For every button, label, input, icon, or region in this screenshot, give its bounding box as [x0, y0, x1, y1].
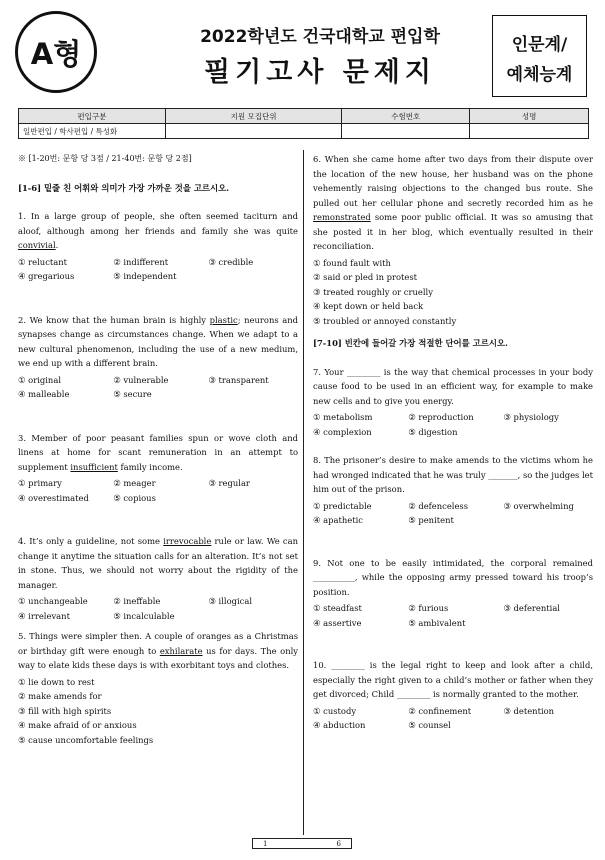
options	[18, 476, 298, 505]
option[interactable]: ⑤ independent	[113, 271, 177, 281]
option[interactable]: ⑤ cause uncomfortable feelings	[18, 734, 154, 745]
option[interactable]: ③ treated roughly or cruelly	[313, 286, 433, 297]
track-line1: 인문계/	[511, 35, 568, 55]
exam-title-line1: 2022학년도 건국대학교 편입학	[200, 27, 440, 47]
option[interactable]: ⑤ copious	[113, 492, 156, 503]
question-text: 6. When she came home after two days from their dispute over the location of the new house, her husband was on the phone vehemently raising objections to the changed bus route. She pulled out her cellular phone and secretly recorded him as he	[313, 154, 593, 208]
option[interactable]: ⑤ counsel	[408, 720, 451, 730]
question-6	[313, 152, 593, 328]
question-5	[18, 629, 298, 747]
options	[18, 373, 298, 402]
underlined-word: exhilarate	[159, 645, 203, 656]
question-4	[18, 534, 298, 623]
options	[18, 255, 298, 284]
option[interactable]: ⑤ penitent	[408, 515, 454, 525]
question-8	[313, 453, 593, 528]
options	[18, 594, 298, 623]
option[interactable]: ④ assertive	[313, 617, 362, 628]
question-text: 7. Your ________ is the way that chemical processes in your body cause food to be used in an efficient way, for example to make new cells and to give you energy.	[313, 366, 593, 406]
option[interactable]: ③ credible	[208, 256, 254, 267]
underlined-word: plastic	[209, 314, 238, 325]
question-text: 9. Not one to be easily intimidated, the corporal remained __________, while the opposing army pressed toward his troop’s position.	[313, 557, 593, 597]
options	[313, 256, 593, 329]
option[interactable]: ② confinement	[408, 705, 472, 716]
options	[313, 601, 593, 630]
name-cell[interactable]	[470, 124, 589, 139]
exam-title-line2: 필기고사 문제지	[204, 57, 436, 88]
option[interactable]: ⑤ secure	[113, 389, 152, 399]
section-instruction: [1-6] 밑줄 친 어휘와 의미가 가장 가까운 것을 고르시오.	[18, 182, 230, 193]
left-column	[18, 152, 298, 747]
question-text: rule or law. We can change it anytime the situation calls for an alteration. It’s not set in stone. Thus, we should not worry about the rigidity of the manager.	[18, 536, 299, 590]
info-header: 성명	[470, 109, 589, 124]
options	[313, 704, 593, 733]
option[interactable]: ① predictable	[313, 500, 372, 511]
exam-number-cell[interactable]	[342, 124, 470, 139]
option[interactable]: ④ irrelevant	[18, 610, 70, 621]
option[interactable]: ② defenceless	[408, 500, 469, 511]
option[interactable]: ③ deferential	[503, 603, 560, 613]
option[interactable]: ① found fault with	[313, 257, 391, 268]
option[interactable]: ① metabolism	[313, 412, 373, 422]
question-text: family income.	[117, 461, 183, 472]
question-10	[313, 658, 593, 733]
question-text: us for days. The only way to elate kids these days is with exorbitant toys and clothes.	[18, 645, 298, 670]
page-number: 1	[263, 840, 268, 848]
option[interactable]: ③ transparent	[208, 374, 269, 385]
option[interactable]: ④ make afraid of or anxious	[18, 720, 137, 730]
underlined-word: convivial	[18, 240, 56, 250]
question-text: .	[55, 240, 59, 250]
column-divider	[303, 150, 304, 835]
option[interactable]: ④ kept down or held back	[313, 301, 424, 311]
option[interactable]: ③ regular	[208, 478, 250, 488]
option[interactable]: ③ detention	[503, 705, 555, 716]
option[interactable]: ⑤ troubled or annoyed constantly	[313, 315, 457, 326]
applicant-info-table	[18, 108, 589, 139]
option[interactable]: ④ apathetic	[313, 515, 363, 525]
option[interactable]: ② make amends for	[18, 691, 102, 701]
underlined-word: irrevocable	[163, 536, 212, 546]
options	[18, 675, 298, 748]
admission-type-cell: 일반편입 / 학사편입 / 특성화	[19, 124, 166, 139]
option[interactable]: ② meager	[113, 478, 156, 488]
option[interactable]: ⑤ digestion	[408, 426, 458, 437]
option[interactable]: ① steadfast	[313, 603, 362, 613]
option[interactable]: ⑤ ambivalent	[408, 617, 466, 628]
question-9	[313, 556, 593, 631]
question-text: 3. Member of poor peasant families spun or wove cloth and linens at home for scant remuneration in an attempt to supplement	[18, 432, 298, 472]
option[interactable]: ① reluctant	[18, 256, 68, 267]
option[interactable]: ④ complexion	[313, 426, 372, 437]
question-text: 1. In a large group of people, she often seemed taciturn and aloof, although among her friends and family she was quite	[18, 211, 298, 236]
question-text: 10. ________ is the legal right to keep and look after a child, especially the right given to a child’s mother or father when they get divorced; Child ________ is normally granted to the mother.	[313, 660, 593, 699]
question-text: ; neurons and synapses change as circumstances change. When we adapt to a new cultural phenomenon, including the use of a new medium, we end up with a different brain.	[18, 314, 298, 368]
option[interactable]: ② reproduction	[408, 412, 474, 422]
option[interactable]: ③ physiology	[503, 412, 559, 422]
option[interactable]: ③ fill with high spirits	[18, 705, 112, 716]
option[interactable]: ④ abduction	[313, 720, 366, 730]
option[interactable]: ① custody	[313, 705, 357, 716]
question-text: 4. It’s only a guideline, not some	[18, 536, 164, 546]
question-3	[18, 431, 298, 506]
option[interactable]: ② said or pled in protest	[313, 272, 418, 282]
option[interactable]: ② vulnerable	[113, 374, 169, 385]
track-line2: 예체능계	[506, 65, 573, 85]
exam-form-badge: A형	[15, 11, 97, 93]
track-box	[492, 15, 587, 97]
question-text: 5. Things were simpler then. A couple of oranges as a Christmas or birthday gift were enough to	[18, 631, 298, 656]
option[interactable]: ② ineffable	[113, 596, 161, 606]
info-header: 지원 모집단위	[165, 109, 342, 124]
option[interactable]: ① unchangeable	[18, 596, 88, 606]
option[interactable]: ② indifferent	[113, 256, 169, 267]
option[interactable]: ① original	[18, 374, 61, 385]
question-1	[18, 209, 298, 284]
option[interactable]: ② furious	[408, 603, 449, 613]
page-indicator	[252, 838, 352, 849]
question-2	[18, 313, 298, 402]
options	[313, 499, 593, 528]
question-7	[313, 365, 593, 440]
question-text: 2. We know that the human brain is highly	[18, 314, 210, 325]
question-text: 8. The prisoner’s desire to make amends to the victims whom he had wronged indicated that he was truly _______, so the judges let him out of the prison.	[313, 455, 593, 494]
right-column	[313, 152, 593, 733]
option[interactable]: ① lie down to rest	[18, 676, 95, 687]
option[interactable]: ③ overwhelming	[503, 500, 574, 511]
options	[313, 410, 593, 439]
option[interactable]: ⑤ incalculable	[113, 610, 175, 621]
info-header: 수험번호	[342, 109, 470, 124]
page-total: 6	[336, 840, 341, 848]
option[interactable]: ① primary	[18, 478, 62, 488]
option[interactable]: ④ gregarious	[18, 271, 75, 281]
major-cell[interactable]	[165, 124, 342, 139]
scoring-note: ※ [1-20번: 문항 당 3점 / 21-40번: 문항 당 2점]	[18, 154, 192, 163]
option[interactable]: ④ malleable	[18, 389, 70, 399]
question-text: some poor public official. It was so amusing that she posted it in her blog, which eventually resulted in their reconciliation.	[313, 212, 593, 251]
section-instruction: [7-10] 빈칸에 들어갈 가장 적절한 단어를 고르시오.	[313, 338, 508, 348]
info-header: 편입구분	[19, 109, 166, 124]
option[interactable]: ③ illogical	[208, 596, 253, 606]
underlined-word: remonstrated	[313, 212, 371, 222]
option[interactable]: ④ overestimated	[18, 492, 89, 503]
underlined-word: insufficient	[70, 461, 118, 472]
